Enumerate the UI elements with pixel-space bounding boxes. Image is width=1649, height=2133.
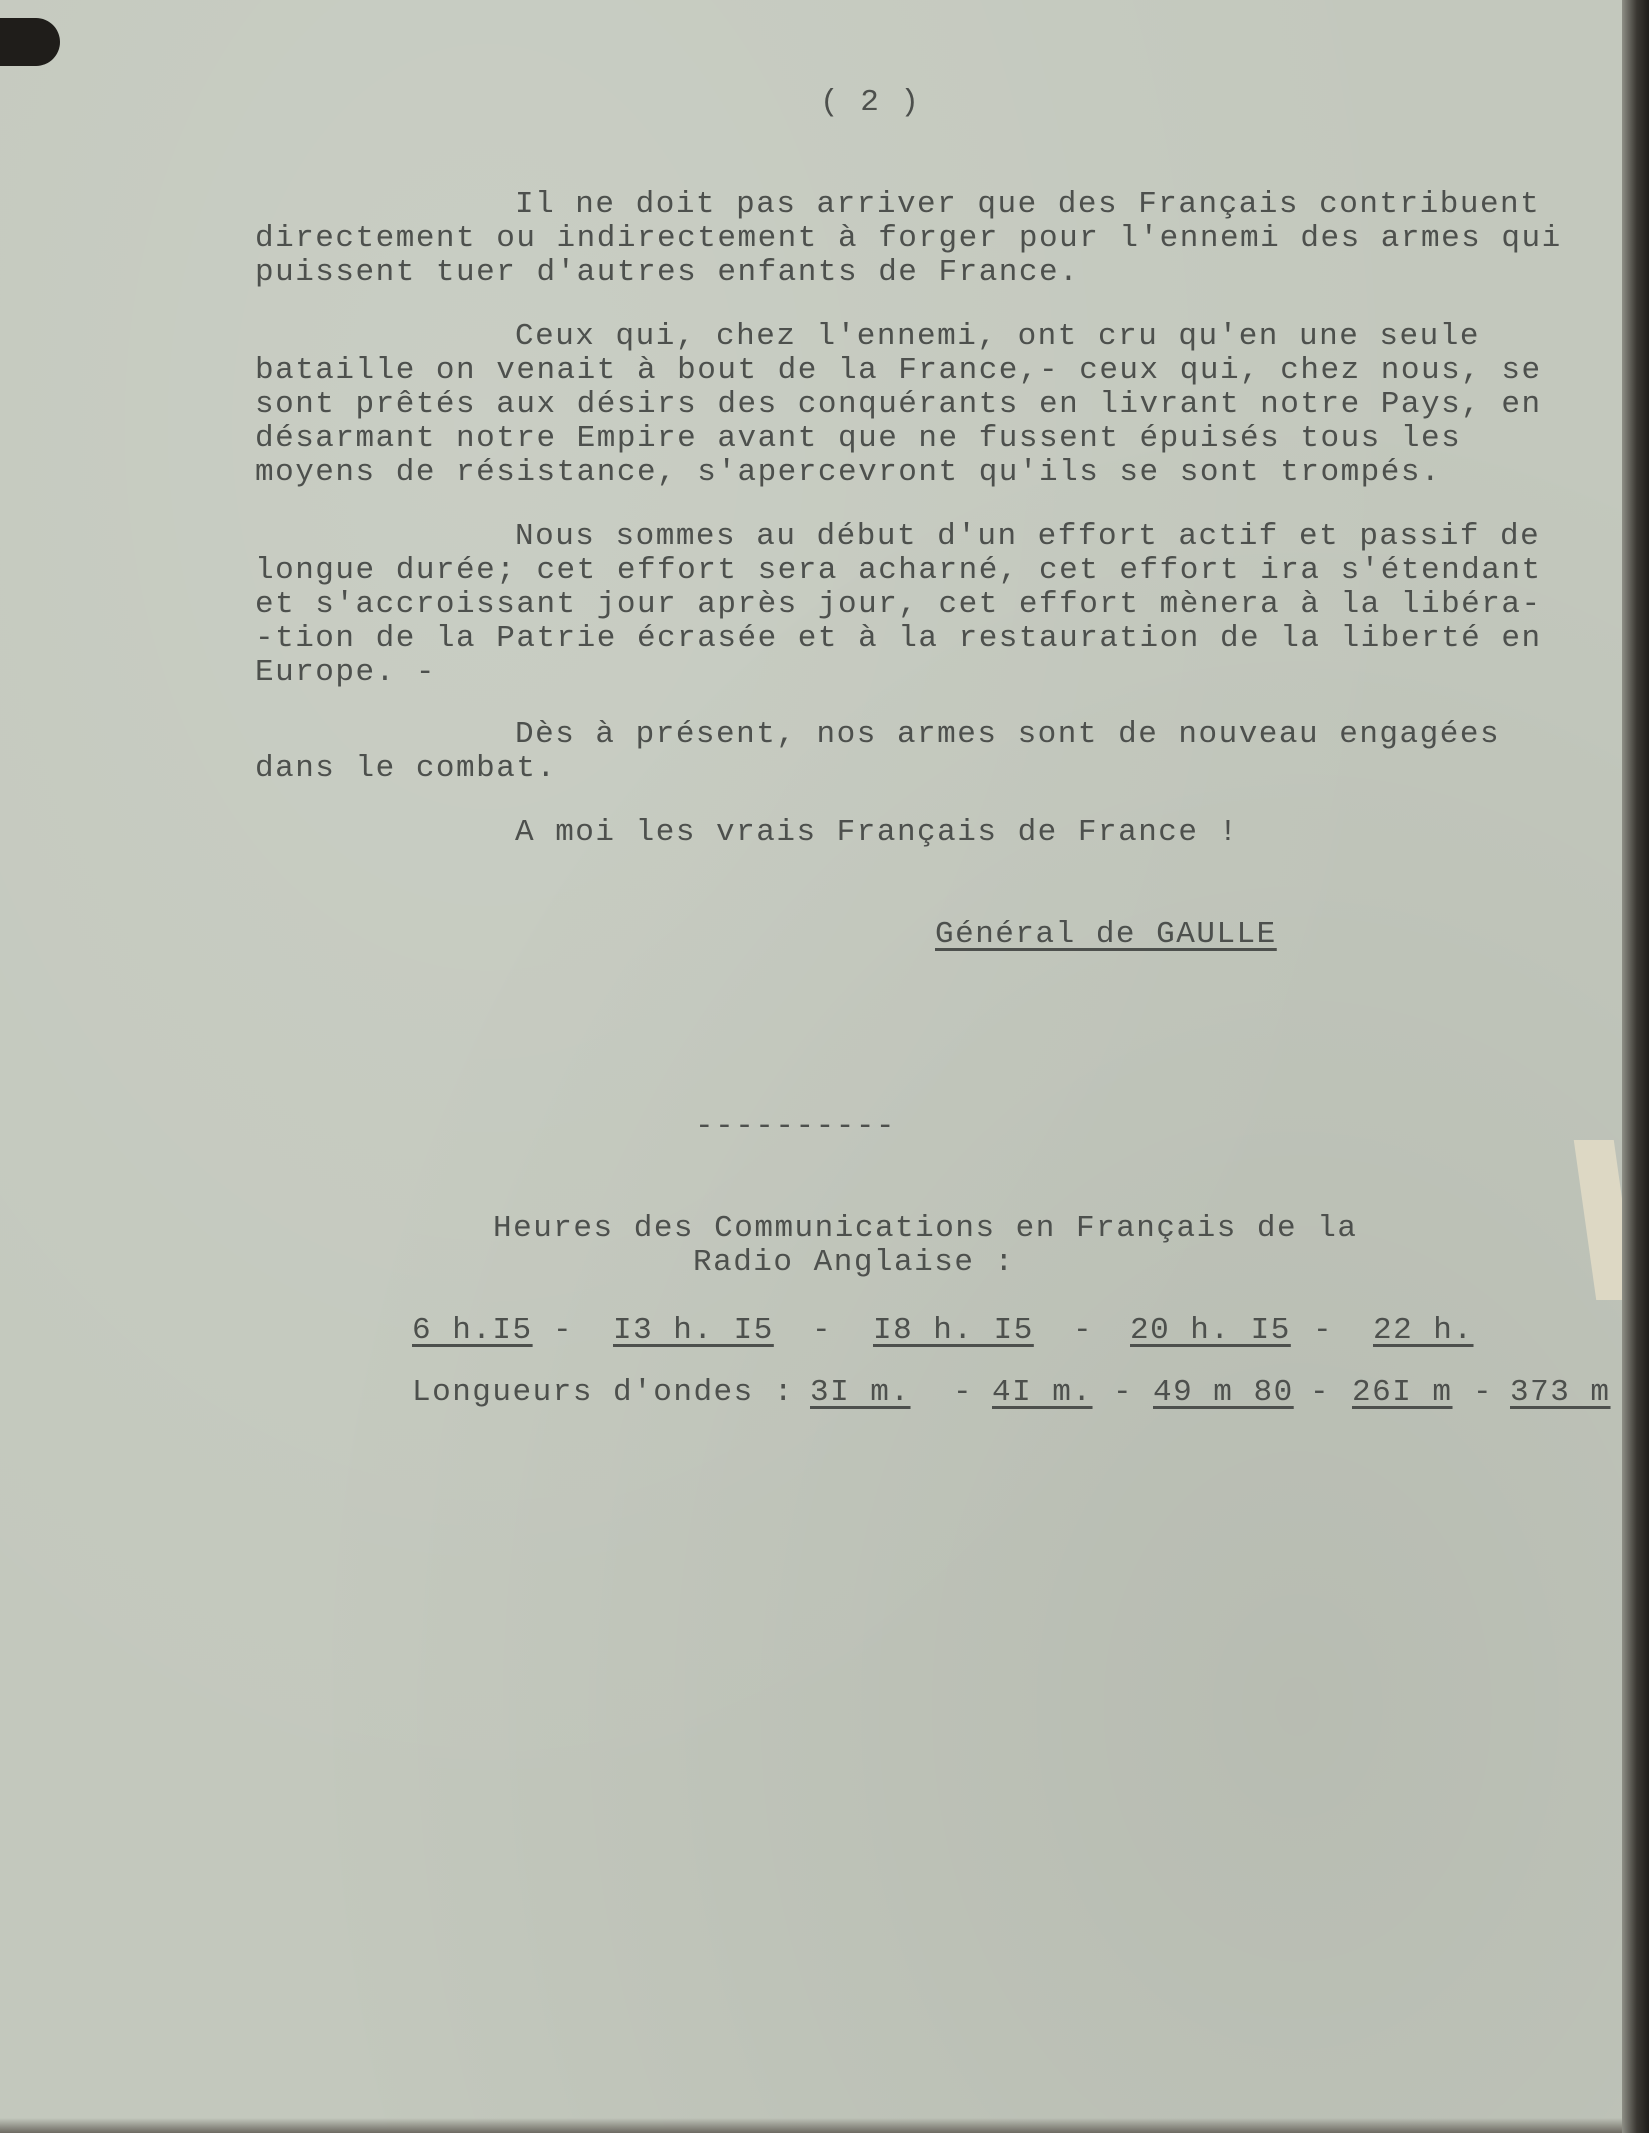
paragraph-2-line-1: Ceux qui, chez l'ennemi, ont cru qu'en une seule xyxy=(515,319,1480,354)
wavelength-2: 4I m. xyxy=(992,1375,1093,1410)
paragraph-1-line-3: puissent tuer d'autres enfants de France. xyxy=(255,255,1080,290)
paragraph-2-line-4: désarmant notre Empire avant que ne fussent épuisés tous les xyxy=(255,421,1462,456)
paragraph-3-line-4: -tion de la Patrie écrasée et à la restauration de la liberté en xyxy=(255,621,1542,656)
binding-hole-mark xyxy=(0,18,60,66)
page-number: ( 2 ) xyxy=(820,85,921,120)
wave-dash-3: - xyxy=(1310,1375,1331,1410)
time-dash-2: - xyxy=(812,1313,833,1348)
paragraph-2-line-5: moyens de résistance, s'apercevront qu'ils se sont trompés. xyxy=(255,455,1442,490)
wavelength-5: 373 m xyxy=(1510,1375,1611,1410)
wavelength-3: 49 m 80 xyxy=(1153,1375,1294,1410)
page-bottom-edge xyxy=(0,2118,1622,2133)
separator-dashes: ---------- xyxy=(695,1109,897,1144)
paragraph-3-line-1: Nous sommes au début d'un effort actif et passif de xyxy=(515,519,1541,554)
time-dash-3: - xyxy=(1073,1313,1094,1348)
paragraph-1-line-1: Il ne doit pas arriver que des Français contribuent xyxy=(515,187,1541,222)
wave-dash-2: - xyxy=(1113,1375,1134,1410)
paragraph-3-line-2: longue durée; cet effort sera acharné, cet effort ira s'étendant xyxy=(255,553,1542,588)
broadcast-time-4: 20 h. I5 xyxy=(1130,1313,1291,1348)
wavelength-1: 3I m. xyxy=(810,1375,911,1410)
broadcast-time-5: 22 h. xyxy=(1373,1313,1474,1348)
paragraph-1-line-2: directement ou indirectement à forger pour l'ennemi des armes qui xyxy=(255,221,1562,256)
scan-edge-strip xyxy=(1622,0,1649,2133)
wave-dash-1: - xyxy=(953,1375,974,1410)
paragraph-2-line-3: sont prêtés aux désirs des conquérants en livrant notre Pays, en xyxy=(255,387,1542,422)
broadcast-time-1: 6 h.I5 xyxy=(412,1313,533,1348)
wave-dash-4: - xyxy=(1473,1375,1494,1410)
paragraph-3-line-5: Europe. - xyxy=(255,655,436,690)
broadcast-heading-line-2: Radio Anglaise : xyxy=(693,1245,1015,1280)
wavelength-label: Longueurs d'ondes : xyxy=(412,1375,794,1410)
time-dash-4: - xyxy=(1313,1313,1334,1348)
broadcast-time-3: I8 h. I5 xyxy=(873,1313,1034,1348)
broadcast-heading-line-1: Heures des Communications en Français de la xyxy=(493,1211,1358,1246)
broadcast-time-2: I3 h. I5 xyxy=(613,1313,774,1348)
signature: Général de GAULLE xyxy=(935,917,1277,952)
paragraph-3-line-3: et s'accroissant jour après jour, cet effort mènera à la libéra- xyxy=(255,587,1542,622)
paragraph-4-line-2: dans le combat. xyxy=(255,751,557,786)
paragraph-4-line-1: Dès à présent, nos armes sont de nouveau engagées xyxy=(515,717,1501,752)
wavelength-4: 26I m xyxy=(1352,1375,1453,1410)
paragraph-2-line-2: bataille on venait à bout de la France,- ceux qui, chez nous, se xyxy=(255,353,1542,388)
closing-line: A moi les vrais Français de France ! xyxy=(515,815,1239,850)
time-dash-1: - xyxy=(553,1313,574,1348)
